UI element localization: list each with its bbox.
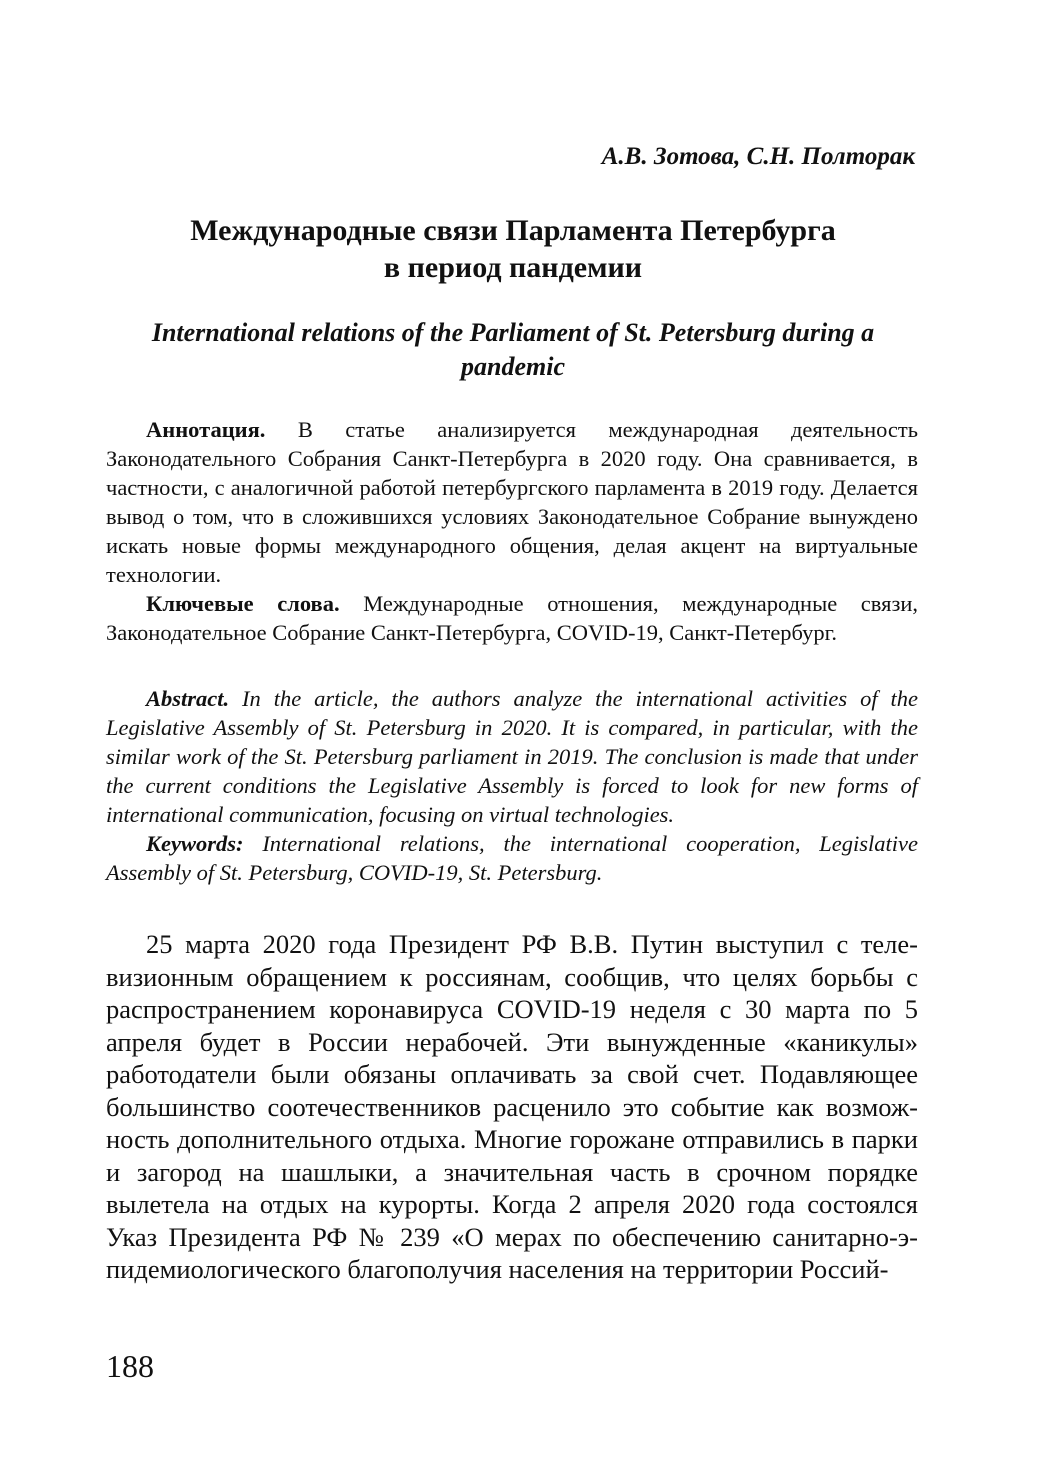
keywords-ru-label: Ключевые слова. — [146, 591, 340, 616]
body-paragraph: 25 марта 2020 года Президент РФ В.В. Путин выступил с телевизионным обращением к россиянам, сообщив, что целях борьбы с распространением коронавируса COVID-19 неделя с 30 марта по 5 апреля будет в России нерабочей. Эти вынужденные «каникулы» работодатели были обязаны оплачивать за свой счет. Подавляющее большинство соотечественников расценило это событие как возможность дополнительного отдыха. Многие горожане отправились в парки и загород на шашлыки, а значительная часть в срочном порядке вылетела на отдых на курорты. Когда 2 апреля 2020 года состоялся Указ Президента РФ № 239 «О мерах по обеспечению санитарно-эпидемиологического благополучия населения на территории Россий- — [106, 929, 918, 1284]
keywords-en-label: Keywords: — [146, 831, 244, 856]
keywords-en-paragraph — [106, 829, 918, 887]
abstract-label: Abstract. — [146, 686, 230, 711]
abstract-paragraph — [106, 684, 918, 829]
annotation-paragraph — [106, 415, 918, 589]
annotation-block — [106, 415, 918, 647]
page-number: 188 — [106, 1348, 154, 1384]
english-title-line-1: International relations of the Parliament of St. Petersburg during a — [151, 318, 875, 347]
keywords-en-text: International relations, the international cooperation, Legislative Assembly of St. Petersburg, COVID-19, St. Petersburg. — [106, 831, 918, 885]
body-text — [106, 928, 918, 1286]
annotation-label: Аннотация. — [146, 417, 266, 442]
english-title-line-2: pandemic — [461, 352, 565, 381]
annotation-text: В статье анализируется международная деятельность Законодательного Собрания Санкт-Петербурга в 2020 году. Она сравнивается, в частности, с аналогичной работой петербургского парламента в 2019 году. Делается вывод о том, что в сложившихся условиях Законодательное Собрание вынуждено искать новые формы международного общения, делая акцент на виртуальные технологии. — [106, 417, 918, 587]
article-title-line-1: Международные связи Парламента Петербурга — [190, 214, 836, 247]
keywords-ru-text: Международные отношения, международные связи, Законодательное Собрание Санкт-Петербурга, COVID-19, Санкт-Петербург. — [106, 591, 919, 645]
english-title — [108, 316, 918, 384]
authors: А.В. Зотова, С.Н. Полторак — [601, 143, 915, 170]
article-title-line-2: в период пандемии — [383, 251, 643, 284]
abstract-block — [106, 684, 918, 887]
article-title — [108, 212, 918, 286]
keywords-ru-paragraph — [106, 589, 918, 647]
abstract-text: In the article, the authors analyze the international activities of the Legislative Assembly of St. Petersburg in 2020. It is compared, in particular, with the similar work of the St. Petersburg parliament in 2019. The conclusion is made that under the current conditions the Legislative Assembly is forced to look for new forms of international communication, focusing on virtual technologies. — [106, 686, 918, 827]
